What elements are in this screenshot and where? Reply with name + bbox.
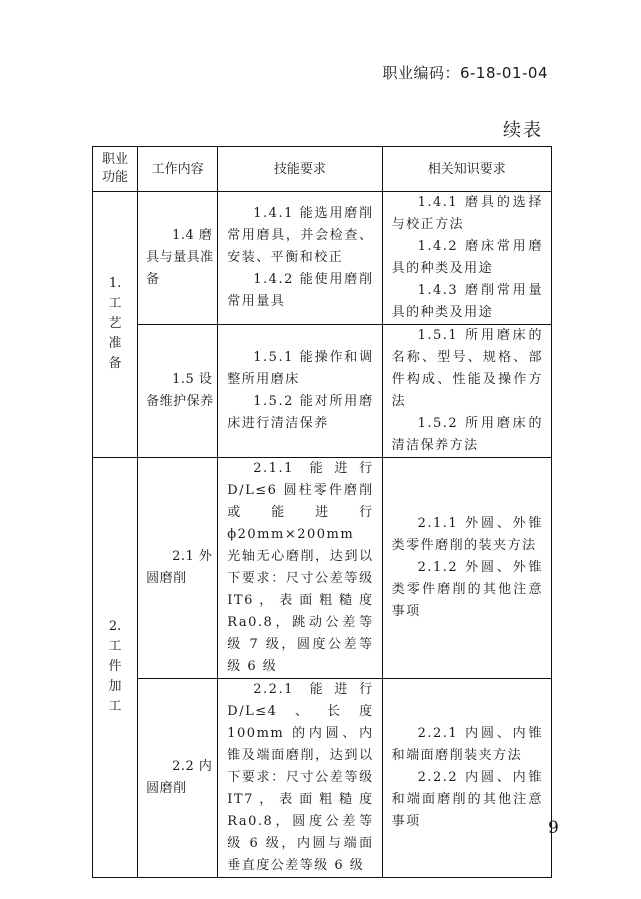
work-content-text: 1.5 设备维护保养 (146, 372, 214, 409)
function-char: 准 (108, 336, 122, 351)
function-char: 加 (108, 679, 122, 694)
knowledge-item: 1.4.1 磨具的选择与校正方法 (391, 195, 543, 232)
header-function-line1: 职业 (102, 152, 129, 167)
skill-item: 1.5.1 能操作和调整所用磨床 (227, 350, 374, 387)
knowledge-item: 2.2.1 内圆、内锥和端面磨削装夹方法 (391, 726, 543, 763)
skill-item: 2.2.1 能进行 D/L≤4、长度 100mm 的内圆、内锥及端面磨削，达到以下要求：尺寸公差等级 IT7，表面粗糙度 Ra0.8，圆度公差等级 6 级，内圆与端面垂直度公差等级 6 级 (227, 682, 374, 873)
function-number: 2. (108, 619, 122, 634)
knowledge-item: 2.1.1 外圆、外锥类零件磨削的装夹方法 (391, 516, 543, 553)
function-cell-1 (93, 192, 138, 458)
table-row (93, 458, 552, 679)
knowledge-cell (382, 458, 551, 679)
skill-cell (218, 192, 382, 325)
header-function (93, 147, 138, 192)
work-content-cell (138, 325, 218, 458)
skill-cell (218, 458, 382, 679)
table-row (93, 679, 552, 878)
skill-item: 1.5.2 能对所用磨床进行清洁保养 (227, 394, 374, 431)
function-char: 件 (108, 659, 122, 674)
function-char: 工 (108, 699, 122, 714)
function-char: 工 (108, 639, 122, 654)
knowledge-item: 1.4.3 磨削常用量具的种类及用途 (391, 283, 543, 320)
table-row (93, 325, 552, 458)
work-content-cell (138, 458, 218, 679)
skill-item: 1.4.1 能选用磨削常用磨具，并会检查、安装、平衡和校正 (227, 206, 374, 265)
skill-requirements-table (92, 146, 552, 878)
skill-cell (218, 679, 382, 878)
page-number: 9 (548, 818, 559, 838)
knowledge-cell (382, 325, 551, 458)
continued-label: 续表 (503, 120, 543, 141)
knowledge-item: 1.5.2 所用磨床的清洁保养方法 (391, 416, 543, 453)
work-content-cell (138, 679, 218, 878)
knowledge-item: 1.5.1 所用磨床的名称、型号、规格、部件构成、性能及操作方法 (391, 328, 543, 409)
function-char: 备 (108, 356, 122, 371)
function-cell-2 (93, 458, 138, 878)
work-content-cell (138, 192, 218, 325)
skill-item: 2.1.1 能进行 D/L≤6 圆柱零件磨削或能进行 ϕ20mm×200mm 光轴无心磨削，达到以下要求：尺寸公差等级 IT6，表面粗糙度 Ra0.8，跳动公差等级 7 级，圆度公差等级 6 级 (227, 461, 374, 674)
work-content-text: 2.2 内圆磨削 (146, 759, 213, 796)
function-number: 1. (108, 276, 122, 291)
table-header-row (93, 147, 552, 192)
header-function-line2: 功能 (102, 170, 129, 185)
work-content-text: 1.4 磨具与量具准备 (146, 228, 214, 287)
knowledge-item: 2.1.2 外圆、外锥类零件磨削的其他注意事项 (391, 560, 543, 619)
skill-cell (218, 325, 382, 458)
table-row (93, 192, 552, 325)
knowledge-item: 2.2.2 内圆、内锥和端面磨削的其他注意事项 (391, 770, 543, 829)
function-char: 艺 (108, 316, 122, 331)
header-knowledge-requirements: 相关知识要求 (382, 147, 551, 192)
knowledge-item: 1.4.2 磨床常用磨具的种类及用途 (391, 239, 543, 276)
header-skill-requirements: 技能要求 (218, 147, 382, 192)
work-content-text: 2.1 外圆磨削 (146, 549, 213, 586)
header-work-content: 工作内容 (138, 147, 218, 192)
occupation-code: 职业编码：6-18-01-04 (382, 64, 548, 82)
function-char: 工 (108, 296, 122, 311)
skill-item: 1.4.2 能使用磨削常用量具 (227, 272, 374, 309)
knowledge-cell (382, 192, 551, 325)
knowledge-cell (382, 679, 551, 878)
